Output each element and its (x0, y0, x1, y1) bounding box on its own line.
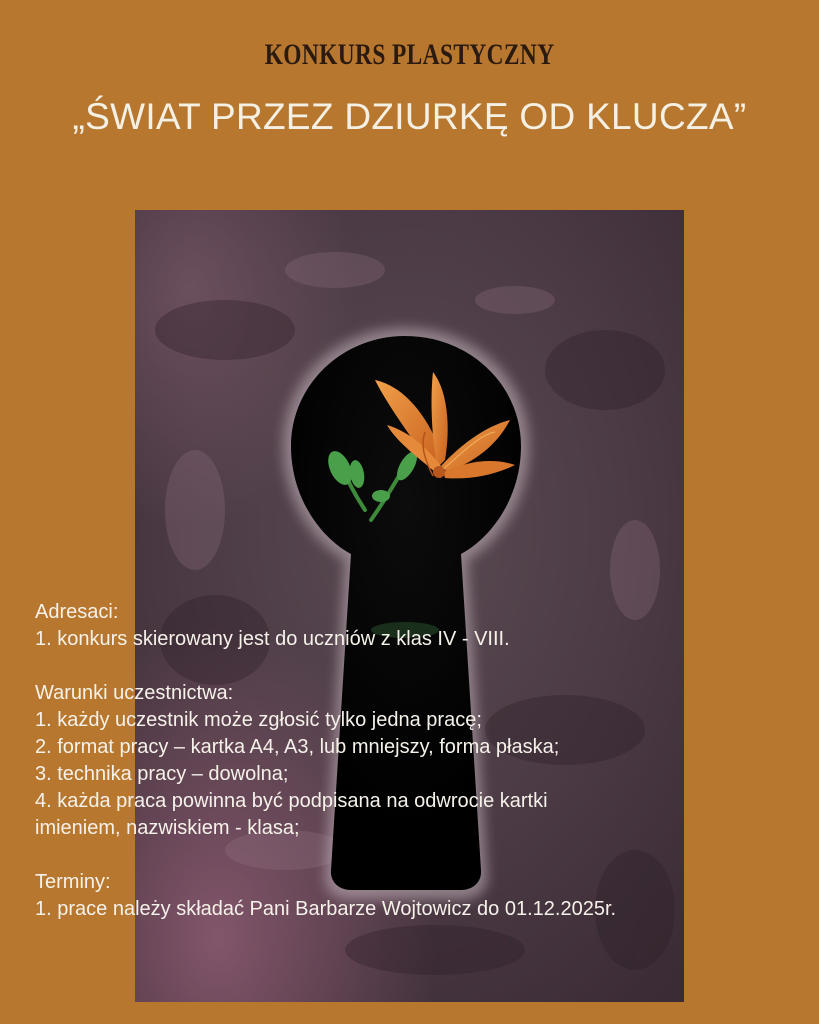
section-spacer (35, 842, 805, 869)
contest-title: „ŚWIAT PRZEZ DZIURKĘ OD KLUCZA” (72, 96, 747, 137)
warunki-item-continuation: imieniem, nazwiskiem - klasa; (35, 817, 300, 839)
adresaci-item: 1. konkurs skierowany jest do uczniów z klas IV - VIII. (35, 628, 510, 650)
contest-details (35, 599, 805, 923)
adresaci-heading: Adresaci: (35, 601, 119, 623)
warunki-item: 1. każdy uczestnik może zgłosić tylko jedna pracę; (35, 709, 482, 731)
warunki-heading: Warunki uczestnictwa: (35, 682, 234, 704)
terminy-heading: Terminy: (35, 871, 111, 893)
section-spacer (35, 653, 805, 680)
terminy-item: 1. prace należy składać Pani Barbarze Wojtowicz do 01.12.2025r. (35, 898, 617, 920)
warunki-item: 4. każda praca powinna być podpisana na odwrocie kartki (35, 790, 548, 812)
warunki-item: 3. technika pracy – dowolna; (35, 763, 289, 785)
warunki-item: 2. format pracy – kartka A4, A3, lub mniejszy, forma płaska; (35, 736, 560, 758)
contest-kicker: KONKURS PLASTYCZNY (264, 38, 555, 71)
